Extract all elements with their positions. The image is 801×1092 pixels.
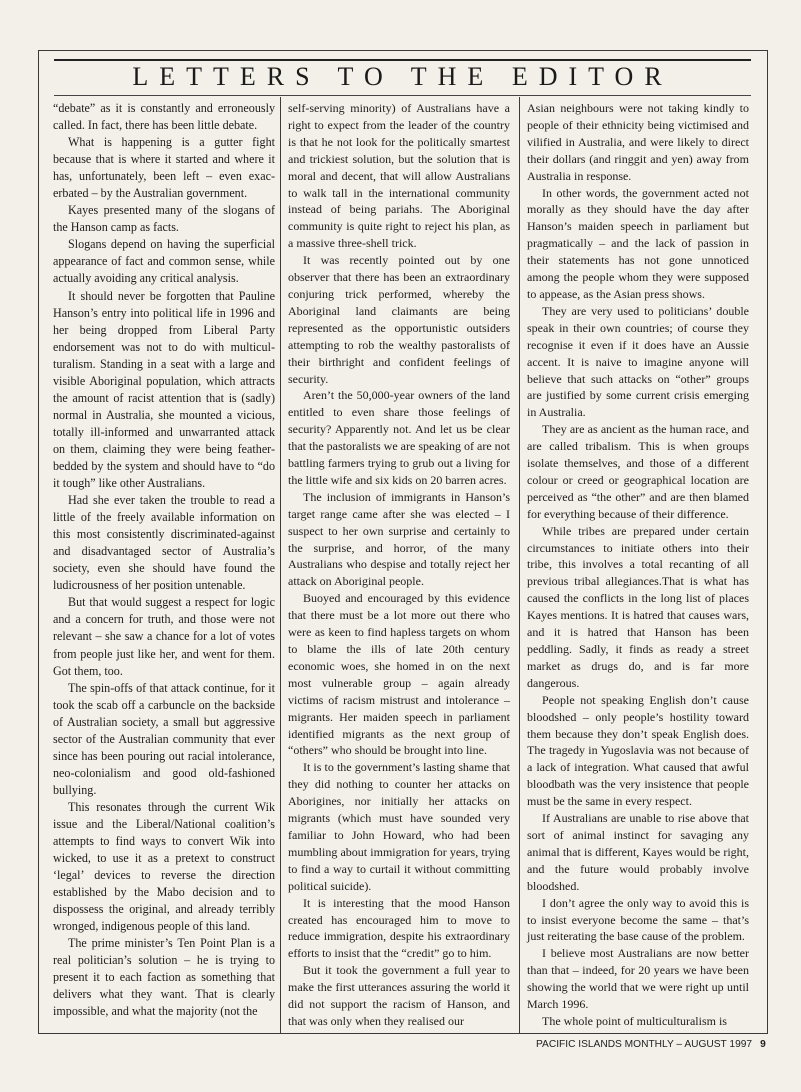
paragraph: The spin-offs of that attack continue, for it took the scab off a carbuncle on the backside of Australian society, a small but aggressive sector of the Australian community that ever since has been pouring out racial intolerance, neo-colonialism and good old-fashioned bullying. <box>53 680 275 797</box>
paragraph: If Australians are unable to rise above that sort of animal instinct for savaging any animal that is different, Kayes would be right, and the future would probably involve bloodshed. <box>527 811 749 893</box>
paragraph: “debate” as it is constantly and erroneously called. In fact, there has been little debate. <box>53 101 275 133</box>
paragraph: I don’t agree the only way to avoid this is to insist everyone become the same – that’s just reiterating the base cause of the problem. <box>527 895 749 944</box>
paragraph: It was recently pointed out by one observer that there has been an extraordinary conjuring trick performed, whereby the Aboriginal land claimants are being represented as the opportunistic outsiders attempting to rob the wealthy pastoralists of their birthright and confident feelings of security. <box>288 253 510 386</box>
page-footer <box>536 1039 766 1050</box>
paragraph: But it took the government a full year to make the first utterances assuring the world it did not support the racism of Hanson, and that was only when they realised our <box>288 963 510 1028</box>
paragraph: It should never be forgotten that Pauline Hanson’s entry into political life in 1996 and her being dropped from Liberal Party endorsement was not to do with multiculturalism. Standing in a seat with a large and visible Aboriginal population, which attracts the amount of racist attention that is (sadly) normal in Australia, she mounted a vicious, totally ill-informed and unwarranted attack on them, claiming they were being feather-bedded by the system and should have to “do it tough” like other Australians. <box>53 288 275 491</box>
paragraph: Slogans depend on having the superficial appearance of fact and common sense, while actually avoiding any critical analysis. <box>53 237 275 286</box>
paragraph: It is interesting that the mood Hanson created has encouraged him to move to reduce immigration, despite his extraordinary efforts to insist that the “credit” go to him. <box>288 895 510 961</box>
heading-underline <box>54 95 751 96</box>
section-heading: LETTERS TO THE EDITOR <box>132 62 673 91</box>
paragraph: But that would suggest a respect for logic and a concern for truth, and those were not relevant – she saw a chance for a lot of votes from people just like her, and went for them. Got them, too. <box>53 595 275 678</box>
paragraph: They are as ancient as the human race, and are called tribalism. This is when groups isolate themselves, and those of a different colour or creed or geographical location are perceived as “the other” and are then blamed for everything because of their difference. <box>527 422 749 521</box>
paragraph: In other words, the government acted not morally as they should have the day after Hanson’s maiden speech in parliament but pragmatically – and the lack of passion in their statements has not gone unnoticed among the people whom they were supposed to appease, as the Asian press shows. <box>527 185 749 301</box>
paragraph: Kayes presented many of the slogans of the Hanson camp as facts. <box>53 203 275 235</box>
page-number: 9 <box>760 1039 766 1050</box>
paragraph: The prime minister’s Ten Point Plan is a real politician’s solution – he is trying to present it to each faction as something that delivers what they want. That is clearly impossible, and what the majority (not the <box>53 936 275 1019</box>
paragraph: Aren’t the 50,000-year owners of the land entitled to even share those feelings of security? Apparently not. And let us be clear that the pastoralists we are speaking of are not battling farmers trying to grub out a living for the little wife and six kids on 20 barren acres. <box>288 388 510 487</box>
paragraph: Asian neighbours were not taking kindly to people of their ethnicity being victimised and vilified in Australia, and were likely to direct their dollars (and ringgit and yen) away from Australia in response. <box>527 101 749 183</box>
paragraph: It is to the government’s lasting shame that they did nothing to counter her attacks on Aborigines, nor initially her attacks on migrants (which must have sounded very familiar to John Howard, who had been mumbling about immigration for years, trying to find a way to curtail it without committing political suicide). <box>288 760 510 893</box>
publication-line: PACIFIC ISLANDS MONTHLY – AUGUST 1997 <box>536 1039 753 1050</box>
paragraph: What is happening is a gutter fight because that is where it started and where it has, unfortunately, been left – even exacerbated – by the Australian government. <box>53 135 275 201</box>
paragraph: Buoyed and encouraged by this evidence that there must be a lot more out there who were as keen to find hapless targets on whom to blame the ills of late 20th century economic woes, she homed in on the next most vulnerable group – again already victims of racism mistrust and intolerance – migrants. Her maiden speech in parliament identified migrants as the next group of “others” who should be brought into line. <box>288 591 510 758</box>
paragraph: self-serving minority) of Australians have a right to expect from the leader of the country is that he not look for the politically smartest and trickiest solution, but the solution that is moral and decent, that will allow Australians to walk tall in the international community instead of being pariahs. The Aboriginal community is quite right to reject his plan, as a massive three-shell trick. <box>288 101 510 251</box>
text-column-1 <box>53 100 275 1021</box>
paragraph: People not speaking English don’t cause bloodshed – only people’s hostility toward them because they don’t speak English does. The tragedy in Yugoslavia was not because of a lack of integration. What caused that awful bloodbath was the very insistence that people must be the same in every respect. <box>527 692 749 809</box>
paragraph: Had she ever taken the trouble to read a little of the freely available information on this most consistently discriminated-against and disadvantaged sector of Australia’s society, even she should have found the ludicrousness of her position untenable. <box>53 493 275 593</box>
text-column-3 <box>527 100 749 1030</box>
paragraph: I believe most Australians are now better than that – indeed, for 20 years we have been showing the world that we were right up until March 1996. <box>527 946 749 1012</box>
paragraph: This resonates through the current Wik issue and the Liberal/National coalition’s attempts to find ways to convert Wik into wicked, to use it as a pretext to construct ‘legal’ devices to reverse the direction established by the Mabo decision and to dispossess the original, and already terribly wronged, indigenous people of this land. <box>53 799 275 934</box>
column-divider <box>519 97 520 1033</box>
column-divider <box>280 97 281 1033</box>
paragraph: They are very used to politicians’ double speak in their own countries; of course they recognise it even if it does have an Aussie accent. It is naive to imagine anyone will believe that such attacks on “other” groups are justified by some current crisis emerging in Australia. <box>527 303 749 420</box>
text-column-2 <box>288 100 510 1030</box>
paragraph: The inclusion of immigrants in Hanson’s target range came after she was elected – I suspect to her own surprise and certainly to the surprise, and horror, of the many Australians who despise and totally reject her attack on Aboriginal people. <box>288 489 510 589</box>
paragraph: While tribes are prepared under certain circumstances to initiate others into their tribe, this involves a total recanting of all previous tribal allegiances.That is what has caused the conflicts in the long list of places Kayes mentions. It is hatred that causes wars, and it is hatred that Hanson has been peddling. Sadly, it finds as ready a street market as drugs do, and is far more dangerous. <box>527 523 749 690</box>
paragraph: The whole point of multiculturalism is <box>542 1013 727 1028</box>
